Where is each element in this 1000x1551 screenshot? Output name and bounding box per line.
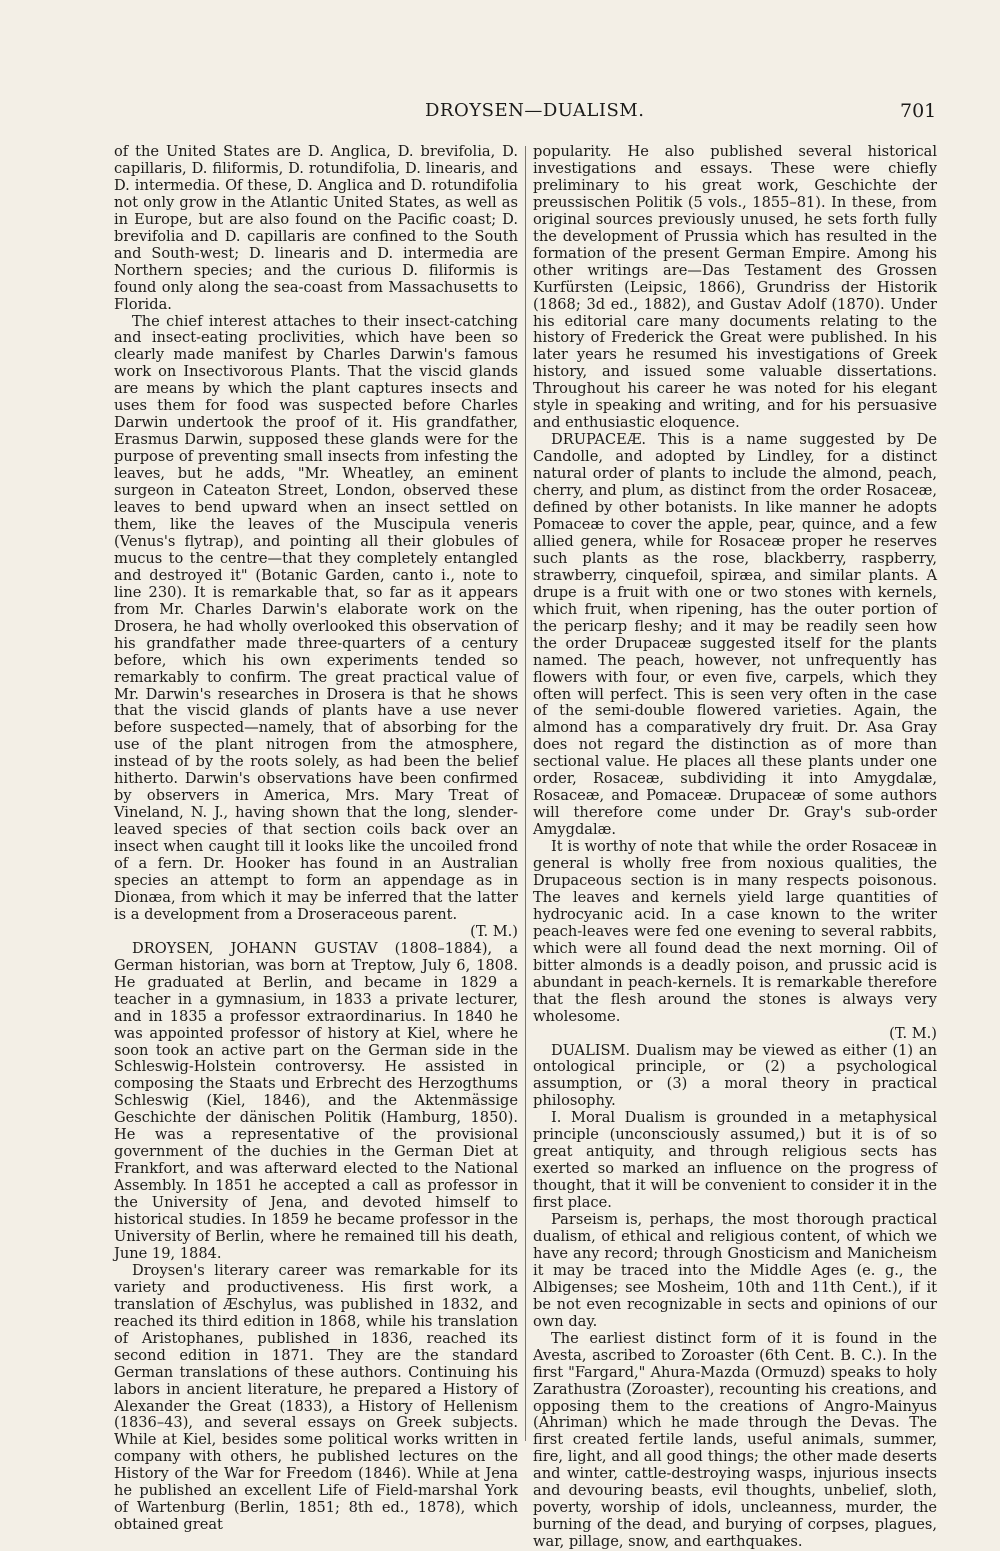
right-column	[533, 144, 937, 1551]
page-number: 701	[900, 100, 937, 122]
drupaceae-entry-paragraph: DRUPACEÆ. This is a name suggested by De Candolle, and adopted by Lindley, for a distinct natural order of plants to include the almond, peach, cherry, and plum, as distinct from the order Rosaceæ, defined by other botanists. In like manner he adopts Pomaceæ to cover the apple, pear, quince, and a few allied genera, while for Rosaceæ proper he reserves such plants as the rose, blackberry, raspberry, strawberry, cinquefoil, spiræa, and similar plants. A drupe is a fruit with one or two stones with kernels, which fruit, when ripening, has the outer portion of the pericarp fleshy; and it may be readily seen how the order Drupaceæ suggested itself for the plants named. The peach, however, not unfrequently has flowers with four, or even five, carpels, which they often will perfect. This is seen very often in the case of the semi-double flowered varieties. Again, the almond has a comparatively dry fruit. Dr. Asa Gray does not regard the distinction as of more than sectional value. He places all these plants under one order, Rosaceæ, subdividing it into Amygdalæ, Rosaceæ, and Pomaceæ. Drupaceæ of some authors will therefore come under Dr. Gray's sub-order Amygdalæ.	[533, 431, 937, 839]
author-signature: (T. M.)	[470, 922, 518, 940]
running-title: DROYSEN—DUALISM.	[425, 100, 645, 121]
avesta-paragraph: The earliest distinct form of it is found in the Avesta, ascribed to Zoroaster (6th Cent. B. C.). In the first "Fargard," Ahura-Mazda (Ormuzd) speaks to holy Zarathustra (Zoroaster), recounting his creations, and opposing them to the creations of Angro-Mainyus (Ahriman) which he made through the Devas. The first created fertile lands, useful animals, summer, fire, light, and all good things; the other made deserts and winter, cattle-destroying wasps, injurious insects and devouring beasts, evil thoughts, unbelief, sloth, poverty, worship of idols, uncleanness, murder, the burning of the dead, and burying of corpses, plagues, war, pillage, snow, and earthquakes.	[533, 1329, 937, 1551]
moral-dualism-paragraph: I. Moral Dualism is grounded in a metaphysical principle (unconsciously assumed,) but it is of so great antiquity, and through religious sects has exerted so marked an influence on the progress of thought, that it will be convenient to consider it in the first place.	[533, 1109, 937, 1212]
left-column	[114, 144, 518, 1534]
drosera-insect-paragraph: The chief interest attaches to their insect-catching and insect-eating proclivities, which have been so clearly made manifest by Charles Darwin's famous work on Insectivorous Plants. That the viscid glands are means by which the plant captures insects and uses them for food was suspected before Charles Darwin undertook the proof of it. His grandfather, Erasmus Darwin, supposed these glands were for the purpose of preventing small insects from infesting the leaves, but he adds, "Mr. Wheatley, an eminent surgeon in Cateaton Street, London, observed these leaves to bend upward when an insect settled on them, like the leaves of the Muscipula veneris (Venus's flytrap), and pointing all their globules of mucus to the centre—that they completely entangled and destroyed it" (Botanic Garden, canto i., note to line 230). It is remarkable that, so far as it appears from Mr. Charles Darwin's elaborate work on the Drosera, he had wholly overlooked this observation of his grandfather made three-quarters of a century before, which his own experiments tended so remarkably to confirm. The great practical value of Mr. Darwin's researches in Drosera is that he shows that the viscid glands of plants have a use never before suspected—namely, that of absorbing for the use of the plant nitrogen from the atmosphere, instead of by the roots solely, as had been the belief hitherto. Darwin's observations have been confirmed by observers in America, Mrs. Mary Treat of Vineland, N. J., having shown that the long, slender-leaved species of that section coils back over an insect when caught till it looks like the uncoiled frond of a fern. Dr. Hooker has found in an Australian species an attempt to form an appendage as in Dionæa, from which it may be inferred that the latter is a development from a Droseraceous parent.	[114, 312, 518, 923]
drupaceae-poison-paragraph: It is worthy of note that while the order Rosaceæ in general is wholly free from noxious qualities, the Drupaceous section is in many respects poisonous. The leaves and kernels yield large quantities of hydrocyanic acid. In a case known to the writer peach-leaves were fed one evening to several rabbits, which were all found dead the next morning. Oil of bitter almonds is a deadly poison, and prussic acid is abundant in peach-kernels. It is remarkable therefore that the flesh around the stones is always very wholesome.	[533, 838, 937, 1025]
column-divider	[525, 146, 526, 1441]
drosera-species-paragraph: of the United States are D. Anglica, D. brevifolia, D. capillaris, D. filiformis, D. rotundifolia, D. linearis, and D. intermedia. Of these, D. Anglica and D. rotundifolia not only grow in the Atlantic United States, as well as in Europe, but are also found on the Pacific coast; D. brevifolia and D. capillaris are confined to the South and South-west; D. linearis and D. intermedia are Northern species; and the curious D. filiformis is found only along the sea-coast from Massachusetts to Florida.	[114, 143, 518, 313]
droysen-continued-paragraph: popularity. He also published several historical investigations and essays. These were chiefly preliminary to his great work, Geschichte der preussischen Politik (5 vols., 1855–81). In these, from original sources previously unused, he sets forth fully the development of Prussia which has resulted in the formation of the present German Empire. Among his other writings are—Das Testament des Grossen Kurfürsten (Leipsic, 1866), Grundriss der Historik (1868; 3d ed., 1882), and Gustav Adolf (1870). Under his editorial care many documents relating to the history of Frederick the Great were published. In his later years he resumed his investigations of Greek history, and issued some valuable dissertations. Throughout his career he was noted for his elegant style in speaking and writing, and for his persuasive and enthusiastic eloquence.	[533, 143, 937, 432]
running-head	[0, 100, 1000, 126]
parseism-paragraph: Parseism is, perhaps, the most thorough practical dualism, of ethical and religious content, of which we have any record; through Gnosticism and Manicheism it may be traced into the Middle Ages (e. g., the Albigenses; see Mosheim, 10th and 11th Cent.), if it be not even recognizable in sects and opinions of our own day.	[533, 1211, 937, 1330]
author-signature: (T. M.)	[889, 1024, 937, 1042]
droysen-entry-paragraph: DROYSEN, JOHANN GUSTAV (1808–1884), a German historian, was born at Treptow, July 6, 1808. He graduated at Berlin, and became in 1829 a teacher in a gymnasium, in 1833 a private lecturer, and in 1835 a professor extraordinarius. In 1840 he was appointed professor of history at Kiel, where he soon took an active part on the German side in the Schleswig-Holstein controversy. He assisted in composing the Staats und Erbrecht des Herzogthums Schleswig (Kiel, 1846), and the Aktenmässige Geschichte der dänischen Politik (Hamburg, 1850). He was a representative of the provisional government of the duchies in the German Diet at Frankfort, and was afterward elected to the National Assembly. In 1851 he accepted a call as professor in the University of Jena, and devoted himself to historical studies. In 1859 he became professor in the University of Berlin, where he remained till his death, June 19, 1884.	[114, 939, 518, 1262]
droysen-career-paragraph: Droysen's literary career was remarkable for its variety and productiveness. His first work, a translation of Æschylus, was published in 1832, and reached its third edition in 1868, while his translation of Aristophanes, published in 1836, reached its second edition in 1871. They are the standard German translations of these authors. Continuing his labors in ancient literature, he prepared a History of Alexander the Great (1833), a History of Hellenism (1836–43), and several essays on Greek subjects. While at Kiel, besides some political works written in company with others, he published lectures on the History of the War for Freedom (1846). While at Jena he published an excellent Life of Field-marshal York of Wartenburg (Berlin, 1851; 8th ed., 1878), which obtained great	[114, 1261, 518, 1534]
dualism-entry-paragraph: DUALISM. Dualism may be viewed as either (1) an ontological principle, or (2) a psychological assumption, or (3) a moral theory in practical philosophy.	[533, 1041, 937, 1110]
